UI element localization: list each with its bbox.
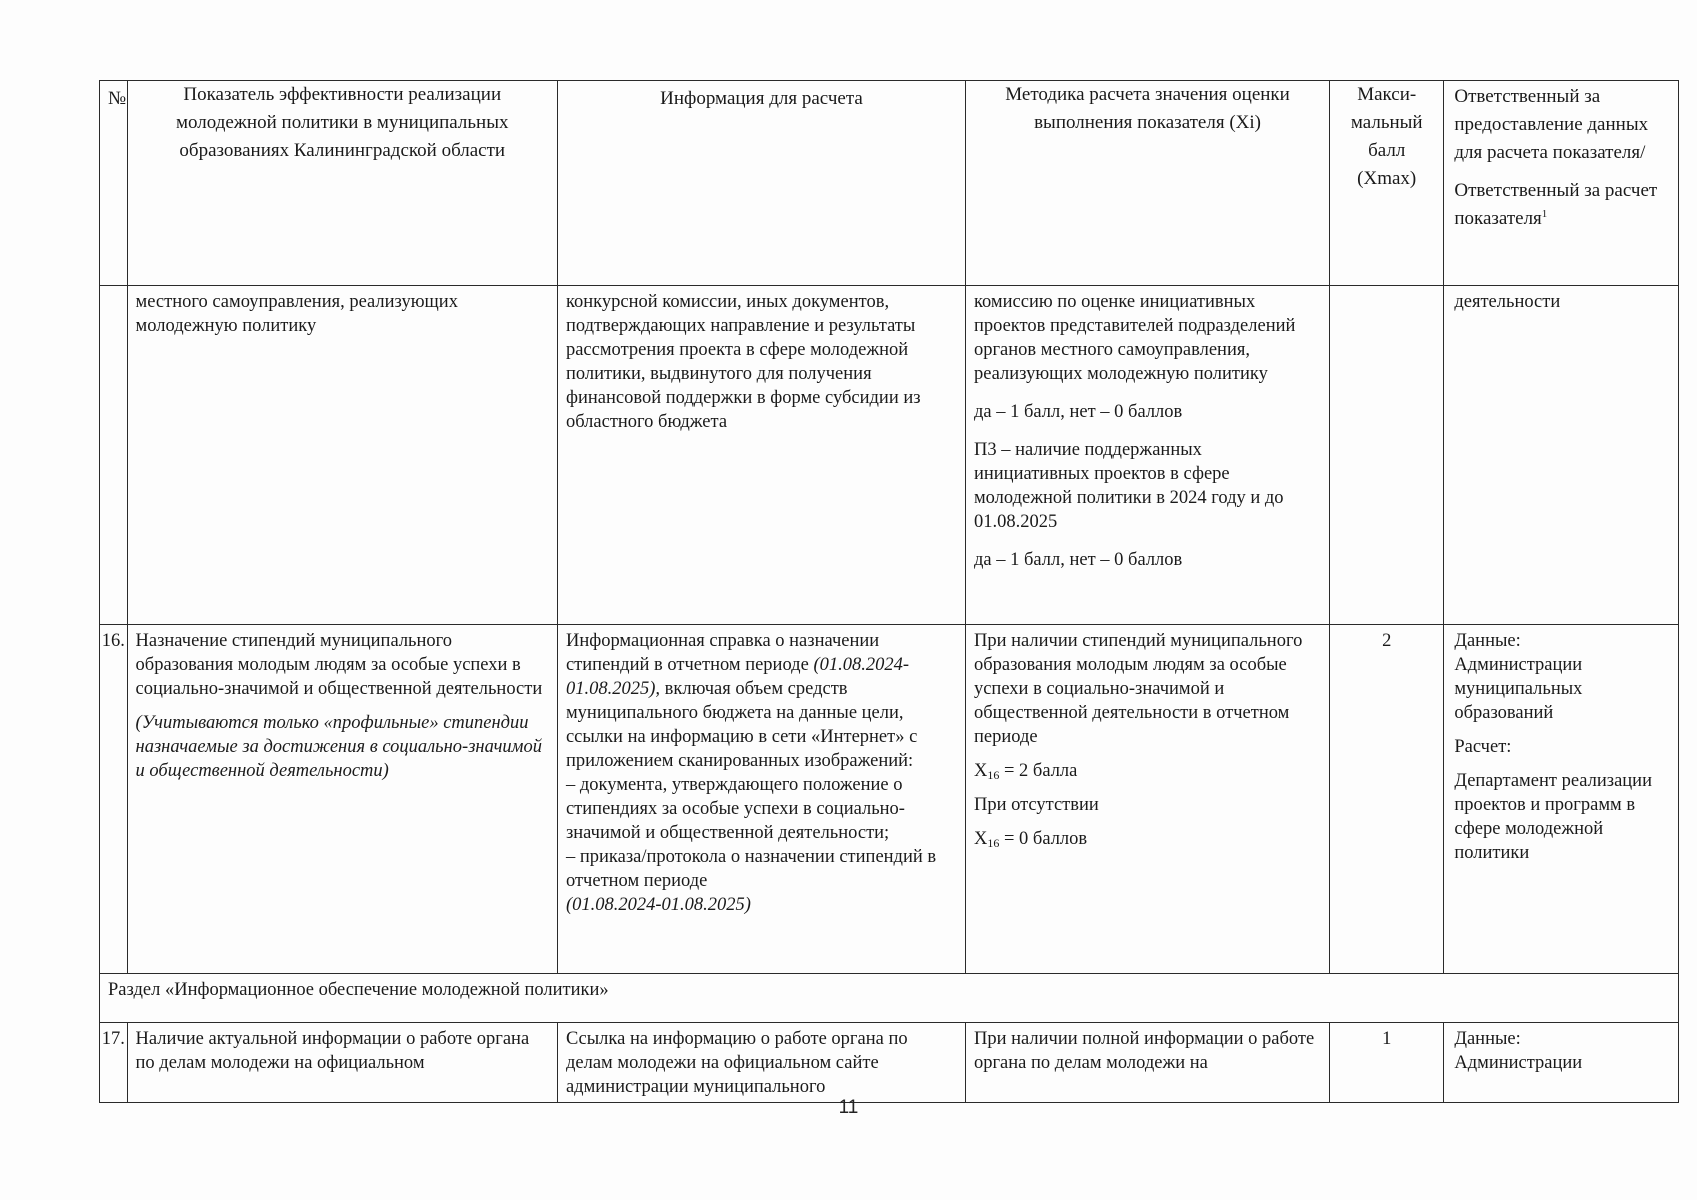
cont-method <box>965 286 1329 625</box>
header-method: Методика расчета значения оценки выполнения показателя (Xi) <box>965 81 1329 286</box>
row16-method-score-no <box>974 827 1321 851</box>
page-number: 11 <box>838 1097 859 1118</box>
header-responsible-calc-text: Ответственный за расчет показателя <box>1454 180 1658 229</box>
cont-num-cell <box>100 286 128 625</box>
row16-x-subscript-2: 16 <box>987 836 1000 850</box>
row16-method-absent: При отсутствии <box>973 795 1099 815</box>
row16-method-cell <box>965 625 1329 974</box>
row17-indicator: Наличие актуальной информации о работе органа по делам молодежи на официальном <box>127 1023 557 1103</box>
row17-maxscore: 1 <box>1330 1023 1444 1103</box>
row16-score-yes: = 2 балла <box>999 761 1078 781</box>
table-row-continued <box>100 286 1679 625</box>
row16-maxscore: 2 <box>1330 625 1444 974</box>
row16-x-symbol-2: X <box>973 829 988 849</box>
row16-responsible-data-label: Данные: <box>1454 631 1521 651</box>
cont-info: конкурсной комиссии, иных документов, подтверждающих направление и результаты рассмотрения проекта в сфере молодежной политики, выдвинутого для получения финансовой поддержки в форме субсидии из областного бюджета <box>557 286 965 625</box>
row16-x-symbol: X <box>973 761 988 781</box>
table-row-17 <box>100 1023 1679 1103</box>
row16-info-text-2: включая объем средств муниципального бюджета на данные цели, ссылки на информацию в сети «Интернет» с приложением сканированных изображений: <box>565 679 918 771</box>
row16-indicator: Назначение стипендий муниципального образования молодым людям за особые успехи в социально-значимой и общественной деятельности <box>135 631 543 699</box>
criteria-table <box>99 80 1679 1103</box>
header-indicator: Показатель эффективности реализации молодежной политики в муниципальных образованиях Калининградской области <box>127 81 557 286</box>
header-responsible-data: Ответственный за предоставление данных для расчета показателя/ <box>1454 86 1649 163</box>
table-header-row <box>100 81 1679 286</box>
row16-responsible-data: Администрации муниципальных образований <box>1454 655 1583 723</box>
row16-responsible-cell <box>1444 625 1679 974</box>
row16-indicator-cell <box>127 625 557 974</box>
row16-num: 16. <box>100 625 128 974</box>
header-info: Информация для расчета <box>557 81 965 286</box>
row16-indicator-note: (Учитываются только «профильные» стипендии назначаемые за достижения в социально-значимой и общественной деятельности) <box>135 713 542 781</box>
row16-info-doc: – документа, утверждающего положение о стипендиях за особые успехи в социально-значимой и общественной деятельности; <box>565 775 905 843</box>
row16-info-period-2: (01.08.2024-01.08.2025) <box>565 895 751 915</box>
section-row <box>100 974 1679 1023</box>
cont-maxscore-cell <box>1330 286 1444 625</box>
cont-method-score-1: да – 1 балл, нет – 0 баллов <box>973 402 1183 422</box>
cont-method-text-1: комиссию по оценке инициативных проектов представителей подразделений органов местного самоуправления, реализующих молодежную политику <box>973 292 1296 384</box>
row16-info-order: – приказа/протокола о назначении стипендий в отчетном периоде <box>565 847 937 891</box>
row16-info-cell <box>557 625 965 974</box>
row16-info-period-1: (01.08.2024-01.08.2025), <box>565 655 910 699</box>
row17-responsible-data: Администрации <box>1454 1053 1583 1073</box>
row16-info-text-1: Информационная справка о назначении стипендий в отчетном периоде <box>565 631 880 675</box>
row16-method-condition: При наличии стипендий муниципального образования молодым людям за особые успехи в социально-значимой и общественной деятельности в отчетном периоде <box>973 631 1303 747</box>
row17-info: Ссылка на информацию о работе органа по делам молодежи на официальном сайте администрации муниципального <box>557 1023 965 1103</box>
footnote-marker: 1 <box>1541 208 1548 220</box>
row16-info <box>566 629 957 773</box>
header-responsible <box>1444 81 1679 286</box>
row17-responsible-cell <box>1444 1023 1679 1103</box>
row16-responsible-calc: Департамент реализации проектов и программ в сфере молодежной политики <box>1454 771 1652 863</box>
cont-indicator: местного самоуправления, реализующих молодежную политику <box>127 286 557 625</box>
row16-method-score-yes <box>974 759 1321 783</box>
row17-method: При наличии полной информации о работе органа по делам молодежи на <box>965 1023 1329 1103</box>
table-row-16 <box>100 625 1679 974</box>
cont-method-score-2: да – 1 балл, нет – 0 баллов <box>973 550 1183 570</box>
header-maxscore: Макси-мальный балл (Xmax) <box>1330 81 1444 286</box>
cont-method-text-2: П3 – наличие поддержанных инициативных проектов в сфере молодежной политики в 2024 году и до 01.08.2025 <box>973 440 1284 532</box>
row17-responsible-data-label: Данные: <box>1454 1029 1521 1049</box>
row17-num: 17. <box>100 1023 128 1103</box>
header-num: № <box>100 81 128 286</box>
row16-score-no: = 0 баллов <box>999 829 1088 849</box>
cont-responsible: деятельности <box>1444 286 1679 625</box>
row16-responsible-calc-label: Расчет: <box>1454 737 1512 757</box>
header-responsible-calc <box>1454 177 1668 233</box>
row16-x-subscript: 16 <box>987 768 1000 782</box>
section-title: Раздел «Информационное обеспечение молодежной политики» <box>100 974 1679 1023</box>
